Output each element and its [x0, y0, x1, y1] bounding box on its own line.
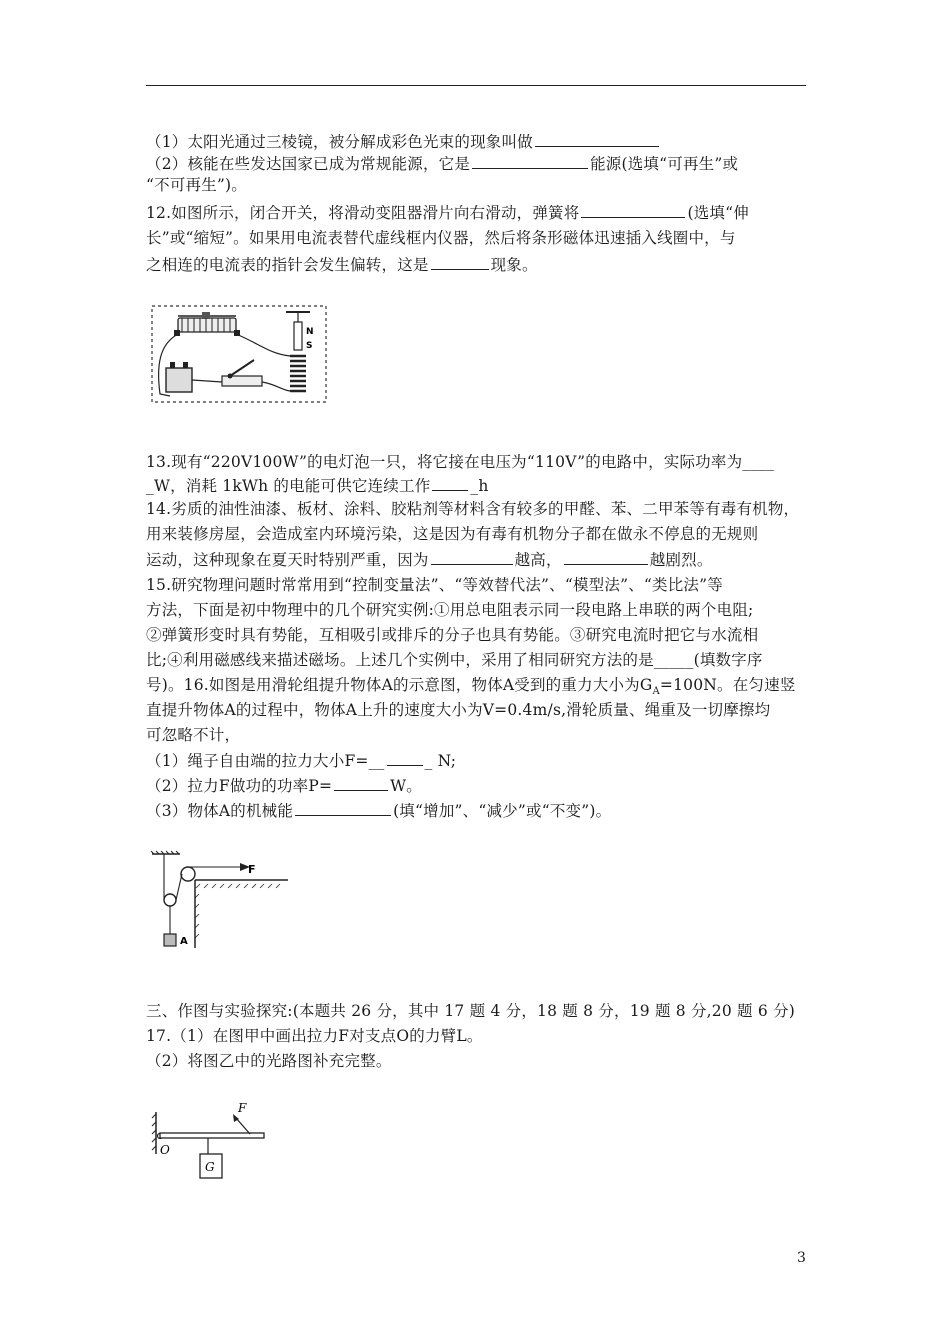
q14-line-1: 14.劣质的油性油漆、板材、涂料、胶粘剂等材料含有较多的甲醛、苯、二甲苯等有毒有机物， [146, 500, 800, 518]
table-hatch [195, 884, 280, 938]
lever-figure [150, 1094, 270, 1188]
answer-blank [334, 774, 388, 791]
q14-line-2: 用来装修房屋，会造成室内环境污染，这是因为有毒有机物分子都在做永不停息的无规则 [146, 525, 759, 543]
battery-icon [166, 362, 192, 392]
force-line [236, 1118, 250, 1134]
pulley-figure [150, 850, 295, 950]
q15-line-3: ②弹簧形变时具有势能，互相吸引或排斥的分子也具有势能。③研究电流时把它与水流相 [146, 626, 759, 644]
q15-line-5: 号)。16.如图是用滑轮组提升物体A的示意图，物体A受到的重力大小为$G_A=100N$。在匀速竖 [146, 676, 796, 698]
weight-g-label: G [205, 1160, 215, 1174]
answer-blank [472, 152, 588, 169]
answer-blank [581, 201, 685, 218]
answer-blank [295, 799, 391, 816]
header-rule [146, 85, 806, 86]
q15-line-1: 15.研究物理问题时常常用到“控制变量法”、“等效替代法”、“模型法”、“类比法”等 [146, 576, 723, 594]
q12-line-3: 之相连的电流表的指针会发生偏转，这是 现象。 [146, 253, 538, 276]
force-f-label: F [248, 863, 256, 876]
force-f-label: F [238, 1101, 247, 1115]
answer-blank [535, 130, 659, 147]
circuit-figure [150, 304, 330, 406]
q16-part-2: （2）拉力F做功的功率P= W。 [146, 774, 422, 797]
q11-line-3: “不可再生”)。 [146, 176, 247, 194]
rope-lines [164, 854, 240, 900]
movable-pulley-icon [164, 894, 176, 906]
rheostat-icon [174, 312, 240, 336]
q13-line-2: _W，消耗 1kWh 的电能可供它连续工作 _h [146, 474, 489, 497]
q15-line-4: 比;④利用磁感线来描述磁场。上述几个实例中，采用了相同研究方法的是_____(填数字序 [146, 651, 763, 669]
q11-line-2: （2）核能在些发达国家已成为常规能源，它是 能源(选填“可再生”或 [146, 152, 738, 175]
fixed-pulley-icon [181, 867, 195, 881]
section-3-title: 三、作图与实验探究:(本题共 26 分，其中 17 题 4 分，18 题 8 分，19 题 8 分,20 题 6 分) [146, 1002, 796, 1020]
q13-line-1: 13.现有“220V100W”的电灯泡一只，将它接在电压为“110V”的电路中，实际功率为____ [146, 453, 775, 471]
object-a-box [164, 934, 176, 946]
magnet-s-label: S [306, 341, 313, 351]
lever-bar [160, 1133, 264, 1138]
answer-blank [431, 548, 513, 565]
q15-line-2: 方法，下面是初中物理中的几个研究实例:①用总电阻表示同一段电路上串联的两个电阻; [146, 601, 754, 619]
answer-blank [564, 548, 648, 565]
q16-part-1: （1）绳子自由端的拉力大小F=__ _ N; [146, 749, 456, 772]
magnet-n-label: N [306, 327, 314, 337]
q17-line-1: 17.（1）在图甲中画出拉力F对支点O的力臂L。 [146, 1027, 483, 1045]
q14-line-3: 运动，这种现象在夏天时特别严重，因为 越高， 越剧烈。 [146, 548, 713, 571]
q17-line-2: （2）将图乙中的光路图补充完整。 [146, 1052, 392, 1070]
q11-line-1: （1）太阳光通过三棱镜，被分解成彩色光束的现象叫做 [146, 130, 661, 153]
switch-icon [222, 360, 262, 386]
object-a-label: A [180, 936, 188, 947]
answer-blank [387, 749, 423, 766]
q16-part-3: （3）物体A的机械能 (填“增加”、“减少”或“不变”)。 [146, 799, 611, 822]
q16-line-1: 直提升物体A的过程中，物体A上升的速度大小为V=0.4m/s,滑轮质量、绳重及一切摩擦均 [146, 701, 771, 719]
pivot-o-label: O [160, 1143, 170, 1157]
q12-line-1: 12.如图所示，闭合开关，将滑动变阻器滑片向右滑动，弹簧将 (选填“伸 [146, 201, 749, 224]
q16-line-2: 可忽略不计， [146, 726, 241, 744]
page-number: 3 [797, 1250, 806, 1266]
answer-blank [431, 253, 489, 270]
coil-icon [286, 312, 313, 391]
answer-blank [432, 474, 468, 491]
q12-line-2: 长”或“缩短”。如果用电流表替代虚线框内仪器，然后将条形磁体迅速插入线圈中，与 [146, 229, 736, 247]
